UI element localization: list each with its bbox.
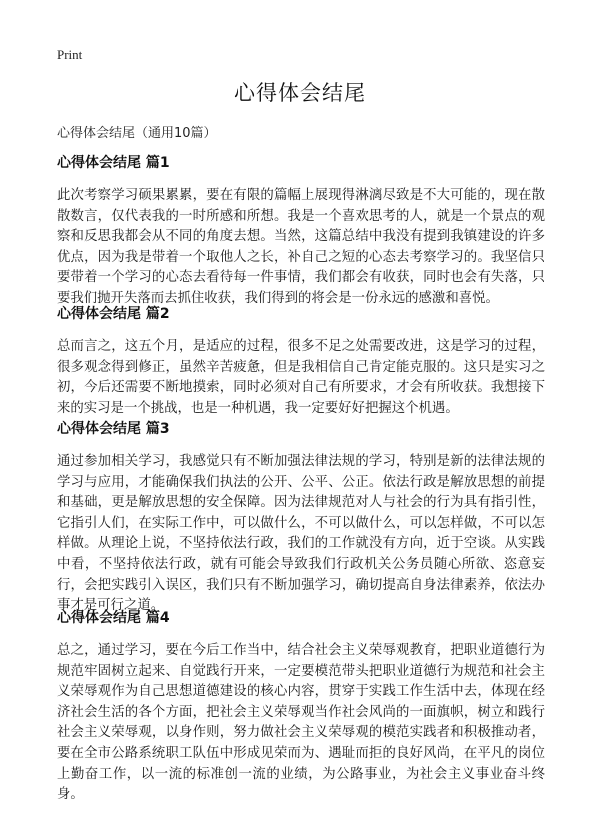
- section-2: [57, 303, 545, 419]
- section-heading: 心得体会结尾 篇4: [57, 610, 170, 626]
- print-link[interactable]: Print: [57, 47, 83, 62]
- section-body: 此次考察学习硕果累累，要在有限的篇幅上展现得淋漓尽致是不大可能的，现在散散数言，仅代表我的一时所感和所想。我是一个喜欢思考的人，就是一个景点的观察和反思我都会从不同的角度去想。当然，这篇总结中我没有提到我镇建设的许多优点，因为我是带着一个取他人之长，补自己之短的心态去考察学习的。我坚信只要带着一个学习的心态去看待每一件事情，我们都会有收获，同时也会有失落，只要我们抛开失落而去抓住收获，我们得到的将会是一份永远的感激和喜悦。: [57, 188, 545, 306]
- section-heading: 心得体会结尾 篇2: [57, 306, 170, 322]
- page-title: 心得体会结尾: [234, 81, 366, 105]
- section-3: [57, 418, 545, 617]
- section-heading: 心得体会结尾 篇3: [57, 421, 170, 437]
- section-body: 总之，通过学习，要在今后工作当中，结合社会主义荣辱观教育，把职业道德行为规范牢固树立起来、自觉践行开来，一定要模范带头把职业道德行为规范和社会主义荣辱观作为自己思想道德建设的核心内容，贯穿于实践工作生活中去，体现在经济社会生活的各个方面，把社会主义荣辱观当作社会风尚的一面旗帜，树立和践行社会主义荣辱观，以身作则，努力做社会主义荣辱观的模范实践者和积极推动者，要在全市公路系统职工队伍中形成见荣而为、遇耻而拒的良好风尚，在平凡的岗位上勤奋工作，以一流的标准创一流的业绩，为公路事业，为社会主义事业奋斗终身。: [57, 643, 545, 803]
- section-4: [57, 607, 545, 806]
- section-body: 通过参加相关学习，我感觉只有不断加强法律法规的学习，特别是新的法律法规的学习与应用，才能确保我们执法的公开、公平、公正。依法行政是解放思想的前提和基础，更是解放思想的安全保障。因为法律规范对人与社会的行为具有指引性，它指引人们，在实际工作中，可以做什么，不可以做什么，可以怎样做，不可以怎样做。从理论上说，不坚持依法行政，我们的工作就没有方向，近于空谈。从实践中看，不坚持依法行政，就有可能会导致我们行政机关公务员随心所欲、恣意妄行，会把实践引入误区，我们只有不断加强学习，确切提高自身法律素养，依法办事才是可行之道。: [57, 454, 545, 614]
- section-body: 总而言之，这五个月，是适应的过程，很多不足之处需要改进，这是学习的过程，很多观念得到修正，虽然辛苦疲惫，但是我相信自己肯定能克服的。这只是实习之初，今后还需要不断地摸索，同时必须对自己有所要求，才会有所收获。我想接下来的实习是一个挑战，也是一种机遇，我一定要好好把握这个机遇。: [57, 339, 545, 416]
- section-1: [57, 152, 545, 310]
- section-heading: 心得体会结尾 篇1: [57, 155, 170, 171]
- page-subtitle: 心得体会结尾（通用10篇）: [57, 126, 217, 141]
